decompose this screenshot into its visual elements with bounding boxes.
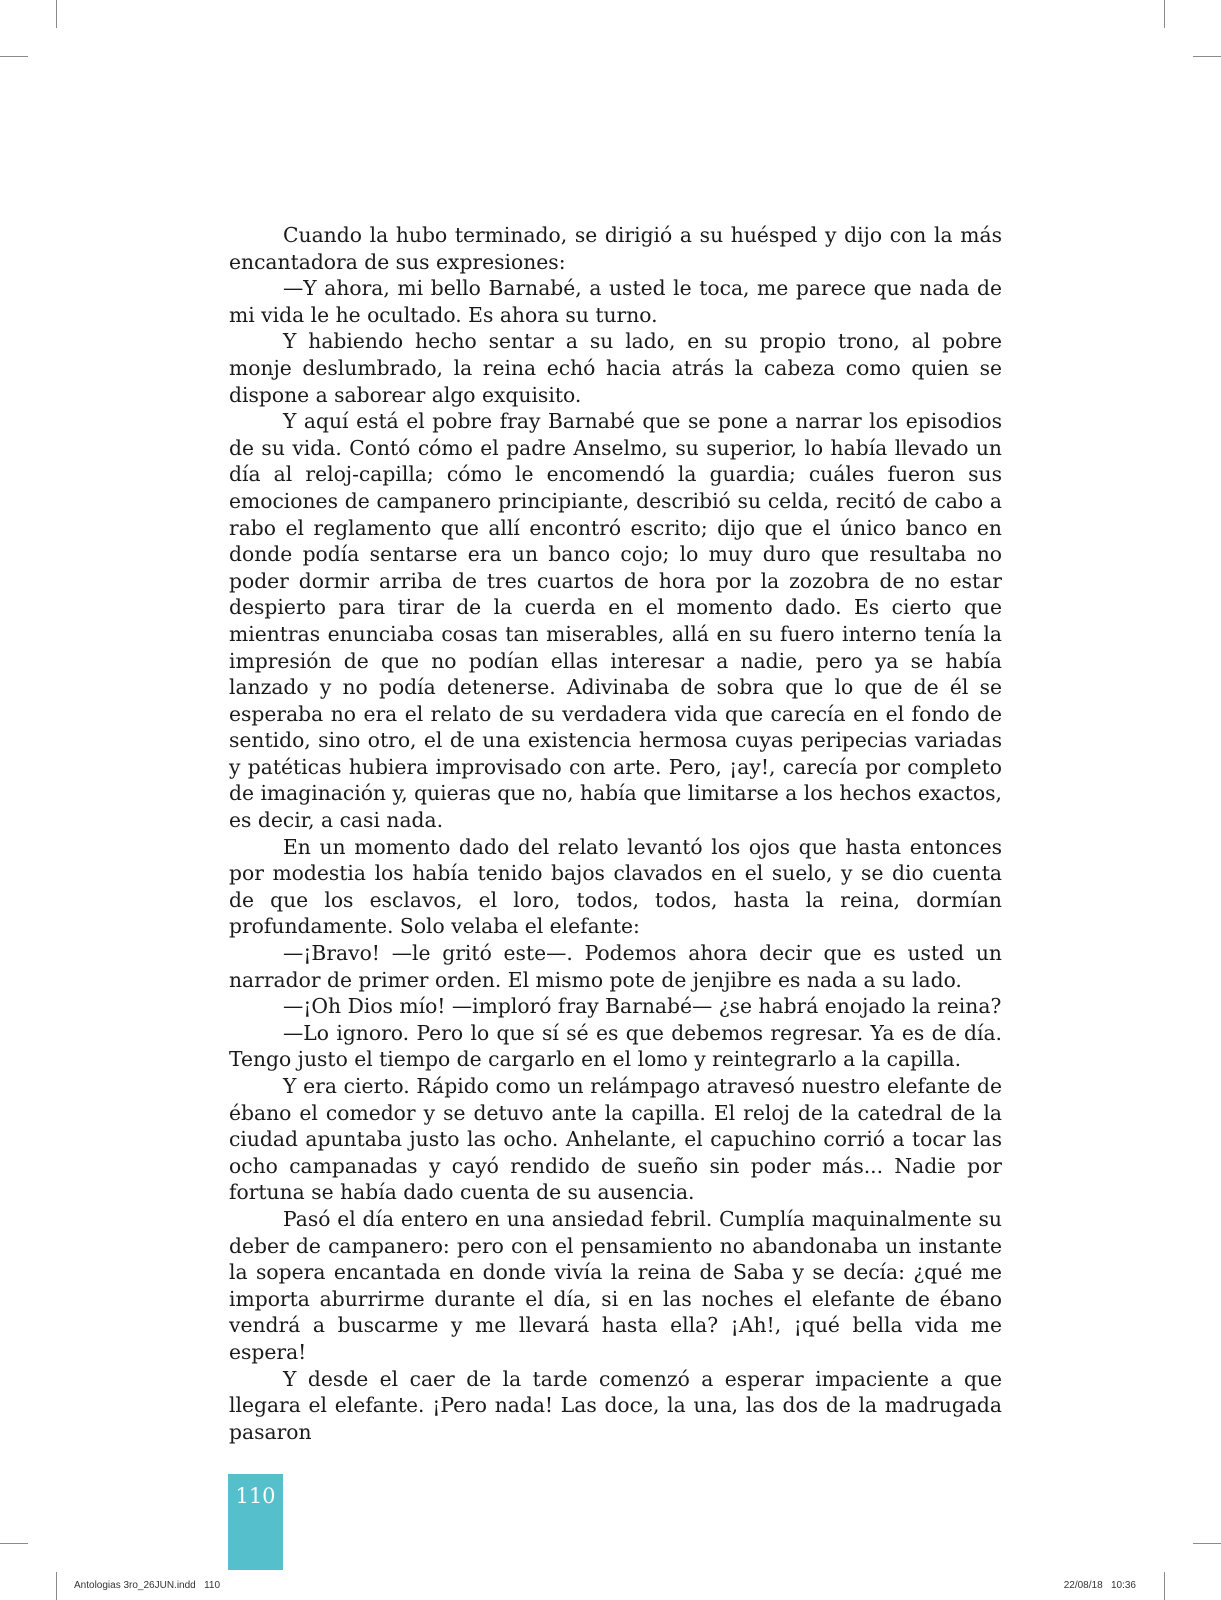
paragraph: Y desde el caer de la tarde comenzó a esperar impaciente a que llegara el elefante. ¡Pero nada! Las doce, la una, las dos de la madrugada pasaron	[229, 1366, 1002, 1444]
crop-mark-bottom-left-h	[0, 1543, 28, 1544]
paragraph: —¡Oh Dios mío! —imploró fray Barnabé— ¿se habrá enojado la reina?	[283, 994, 1002, 1019]
paragraph: —Lo ignoro. Pero lo que sí sé es que debemos regresar. Ya es de día. Tengo justo el tiempo de cargarlo en el lomo y reintegrarlo a la capilla.	[229, 1020, 1002, 1072]
page-number-tab	[228, 1474, 283, 1570]
footer-file-name: Antologias 3ro_26JUN.indd 110	[74, 1580, 221, 1591]
paragraph: —Y ahora, mi bello Barnabé, a usted le toca, me parece que nada de mi vida le he ocultado. Es ahora su turno.	[229, 276, 1002, 327]
crop-mark-top-left-v	[56, 0, 57, 28]
crop-mark-top-left-h	[0, 56, 28, 57]
body-text	[229, 222, 1002, 1445]
paragraph: Pasó el día entero en una ansiedad febril. Cumplía maquinalmente su deber de campanero: pero con el pensamiento no abandonaba un instante la sopera encantada en donde vivía la reina de Saba y se decía: ¿qué me importa aburrirme durante el día, si en las noches el elefante de ébano vendrá a buscarme y me llevará hasta ella? ¡Ah!, ¡qué bella vida me espera!	[229, 1206, 1002, 1364]
page-number: 110	[235, 1484, 276, 1508]
footer-timestamp: 22/08/18 10:36	[1063, 1580, 1136, 1591]
crop-mark-bottom-left-v	[56, 1572, 57, 1600]
crop-mark-bottom-right-h	[1193, 1543, 1221, 1544]
paragraph: Y habiendo hecho sentar a su lado, en su propio trono, al pobre monje deslumbrado, la reina echó hacia atrás la cabeza como quien se dispone a saborear algo exquisito.	[229, 329, 1002, 407]
paragraph: —¡Bravo! —le gritó este—. Podemos ahora decir que es usted un narrador de primer orden. El mismo pote de jenjibre es nada a su lado.	[229, 941, 1002, 992]
paragraph: Cuando la hubo terminado, se dirigió a su huésped y dijo con la más encantadora de sus expresiones:	[229, 223, 1002, 274]
crop-mark-bottom-right-v	[1164, 1572, 1165, 1600]
paragraph: Y aquí está el pobre fray Barnabé que se pone a narrar los episodios de su vida. Contó cómo el padre Anselmo, su superior, lo había llevado un día al reloj-capilla; cómo le encomendó la guardia; cuáles fueron sus emociones de campanero principiante, describió su celda, recitó de cabo a rabo el reglamento que allí encontró escrito; dijo que el único banco en donde podía sentarse era un banco cojo; lo muy duro que resultaba no poder dormir arriba de tres cuartos de hora por la zozobra de no estar despierto para tirar de la cuerda en el momento dado. Es cierto que mientras enunciaba cosas tan miserables, allá en su fuero interno tenía la impresión de que no podían ellas interesar a nadie, pero ya se había lanzado y no podía detenerse. Adivinaba de sobra que lo que de él se esperaba no era el relato de su verdadera vida que carecía en el fondo de sentido, sino otro, el de una existencia hermosa cuyas peripecias variadas y patéticas hubiera improvisado con arte. Pero, ¡ay!, carecía por completo de imaginación y, quieras que no, había que limitarse a los hechos exactos, es decir, a casi nada.	[229, 409, 1002, 833]
crop-mark-top-right-v	[1164, 0, 1165, 28]
paragraph: Y era cierto. Rápido como un relámpago atravesó nuestro elefante de ébano el comedor y se detuvo ante la capilla. El reloj de la catedral de la ciudad apuntaba justo las ocho. Anhelante, el capuchino corrió a tocar las ocho campanadas y cayó rendido de sueño sin poder más... Nadie por fortuna se había dado cuenta de su ausencia.	[229, 1074, 1002, 1205]
paragraph: En un momento dado del relato levantó los ojos que hasta entonces por modestia los había tenido bajos clavados en el suelo, y se dio cuenta de que los esclavos, el loro, todos, todos, hasta la reina, dormían profundamente. Solo velaba el elefante:	[229, 834, 1002, 939]
crop-mark-top-right-h	[1193, 56, 1221, 57]
